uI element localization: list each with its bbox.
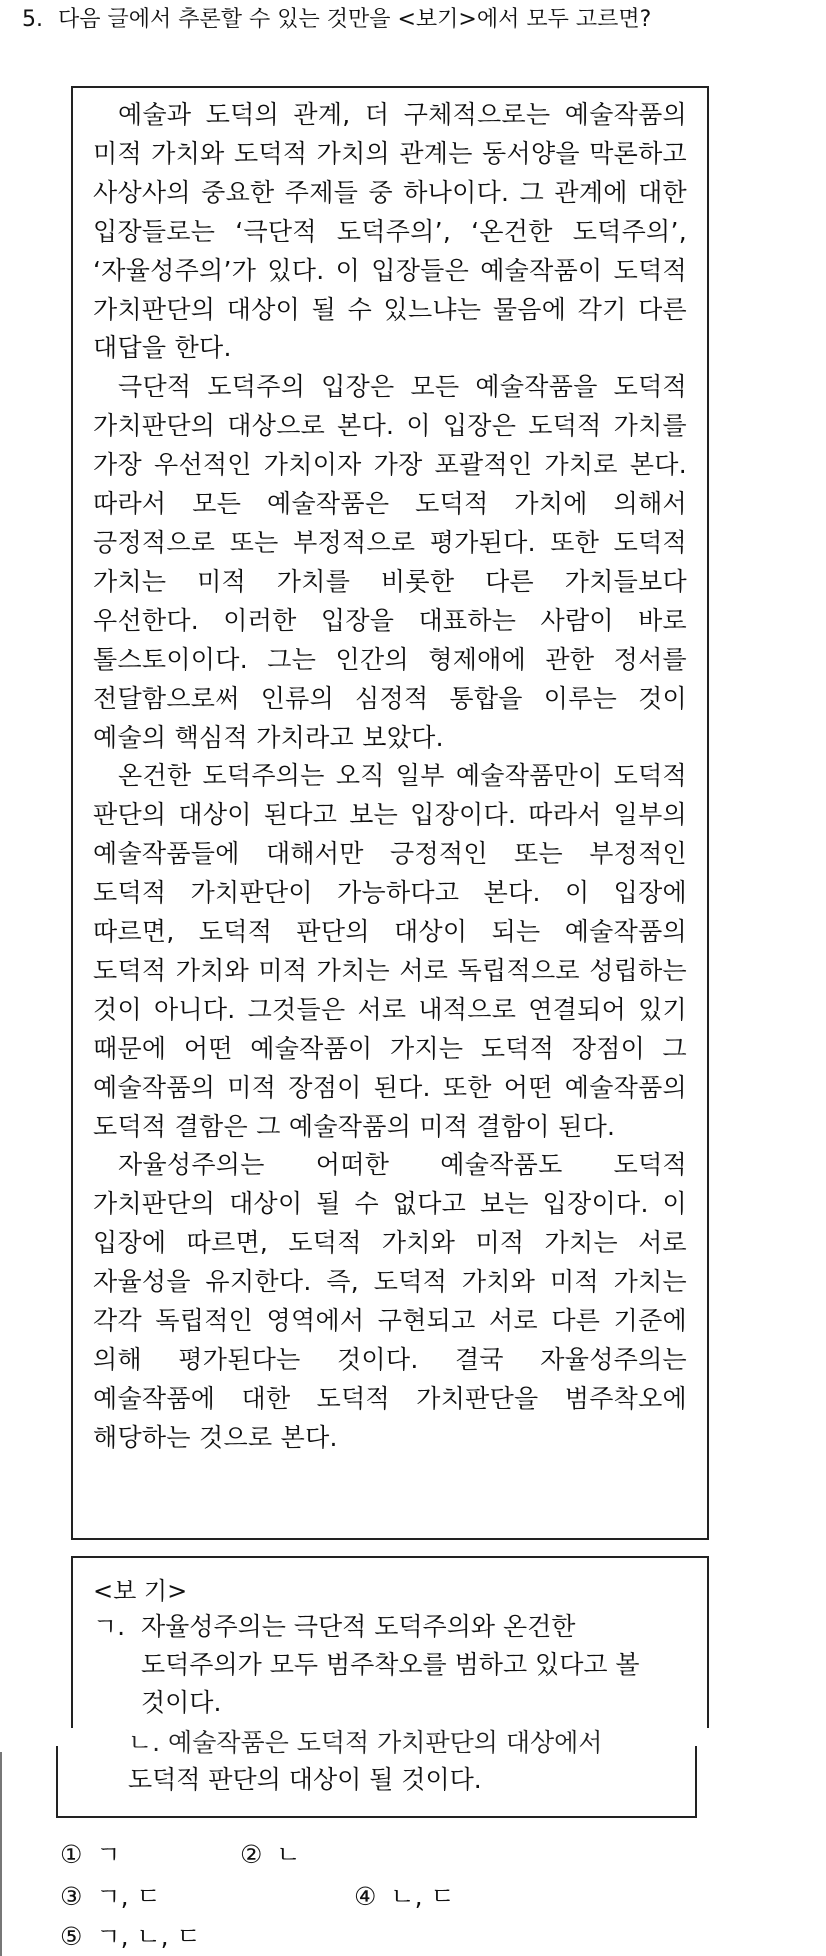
choice-label: ㄴ [276,1840,301,1869]
choice-number: ① [60,1840,83,1869]
bogi-item-marker: ㄱ. [93,1612,126,1641]
choice-number: ② [240,1840,263,1869]
passage-box [71,86,709,1540]
bogi-item-1 [93,1608,687,1722]
bogi-cut-line [128,1728,675,1760]
choice-1[interactable] [60,1840,121,1870]
bogi-item-text: 자율성주의는 극단적 도덕주의와 온건한 도덕주의가 모두 범주착오를 범하고 있다고 볼 것이다. [141,1612,640,1717]
bogi-box-continued [56,1728,697,1818]
choice-3[interactable] [60,1882,161,1912]
choice-5[interactable] [60,1922,201,1952]
left-edge-line [0,1752,2,1956]
passage-paragraph-1: 예술과 도덕의 관계, 더 구체적으로는 예술작품의 미적 가치와 도덕적 가치의 관계는 동서양을 막론하고 사상사의 중요한 주제들 중 하나이다. 그 관계에 대한 입장들로는 ‘극단적 도덕주의’, ‘온건한 도덕주의’, ‘자율성주의’가 있다. 이 입장들은 예술작품이 도덕적 가치판단의 대상이 될 수 있느냐는 물음에 각기 다른 대답을 한다. [93,100,687,363]
choice-number: ③ [60,1882,83,1911]
choice-label: ㄱ, ㄴ, ㄷ [96,1922,201,1951]
bogi-box [71,1556,709,1728]
passage-paragraph-3: 온건한 도덕주의는 오직 일부 예술작품만이 도덕적 판단의 대상이 된다고 보는 입장이다. 따라서 일부의 예술작품들에 대해서만 긍정적인 또는 부정적인 도덕적 가치판단이 가능하다고 본다. 이 입장에 따르면, 도덕적 판단의 대상이 되는 예술작품의 도덕적 가치와 미적 가치는 서로 독립적으로 성립하는 것이 아니다. 그것들은 서로 내적으로 연결되어 있기 때문에 어떤 예술작품이 가지는 도덕적 장점이 그 예술작품의 미적 장점이 된다. 또한 어떤 예술작품의 도덕적 결함은 그 예술작품의 미적 결함이 된다. [93,761,687,1141]
question-text: 다음 글에서 추론할 수 있는 것만을 <보기>에서 모두 고르면? [58,7,652,32]
choice-4[interactable] [354,1882,455,1912]
choice-label: ㄱ [96,1840,121,1869]
question [22,6,812,33]
choice-number: ④ [354,1882,377,1911]
passage-paragraph-2: 극단적 도덕주의 입장은 모든 예술작품을 도덕적 가치판단의 대상으로 본다. 이 입장은 도덕적 가치를 가장 우선적인 가치이자 가장 포괄적인 가치로 본다. 따라서 모든 예술작품은 도덕적 가치에 의해서 긍정적으로 또는 부정적으로 평가된다. 또한 도덕적 가치는 미적 가치를 비롯한 다른 가치들보다 우선한다. 이러한 입장을 대표하는 사람이 바로 톨스토이이다. 그는 인간의 형제애에 관한 정서를 전달함으로써 인류의 심정적 통합을 이루는 것이 예술의 핵심적 가치라고 보았다. [93,372,687,752]
passage-paragraph-4: 자율성주의는 어떠한 예술작품도 도덕적 가치판단의 대상이 될 수 없다고 보는 입장이다. 이 입장에 따르면, 도덕적 가치와 미적 가치는 서로 자율성을 유지한다. 즉, 도덕적 가치와 미적 가치는 각각 독립적인 영역에서 구현되고 서로 다른 기준에 의해 평가된다는 것이다. 결국 자율성주의는 예술작품에 대한 도덕적 가치판단을 범주착오에 해당하는 것으로 본다. [93,1150,687,1452]
bogi-cut-fragment: ㄴ. 예술작품은 도덕적 가치판단의 대상에서 [128,1728,603,1757]
choice-2[interactable] [240,1840,301,1870]
bogi-bottom-line: 도덕적 판단의 대상이 될 것이다. [128,1765,482,1794]
choice-number: ⑤ [60,1922,83,1951]
choice-label: ㄱ, ㄷ [96,1882,161,1911]
choice-label: ㄴ, ㄷ [390,1882,455,1911]
bogi-header: <보 기> [93,1577,188,1605]
question-number: 5. [22,7,43,32]
